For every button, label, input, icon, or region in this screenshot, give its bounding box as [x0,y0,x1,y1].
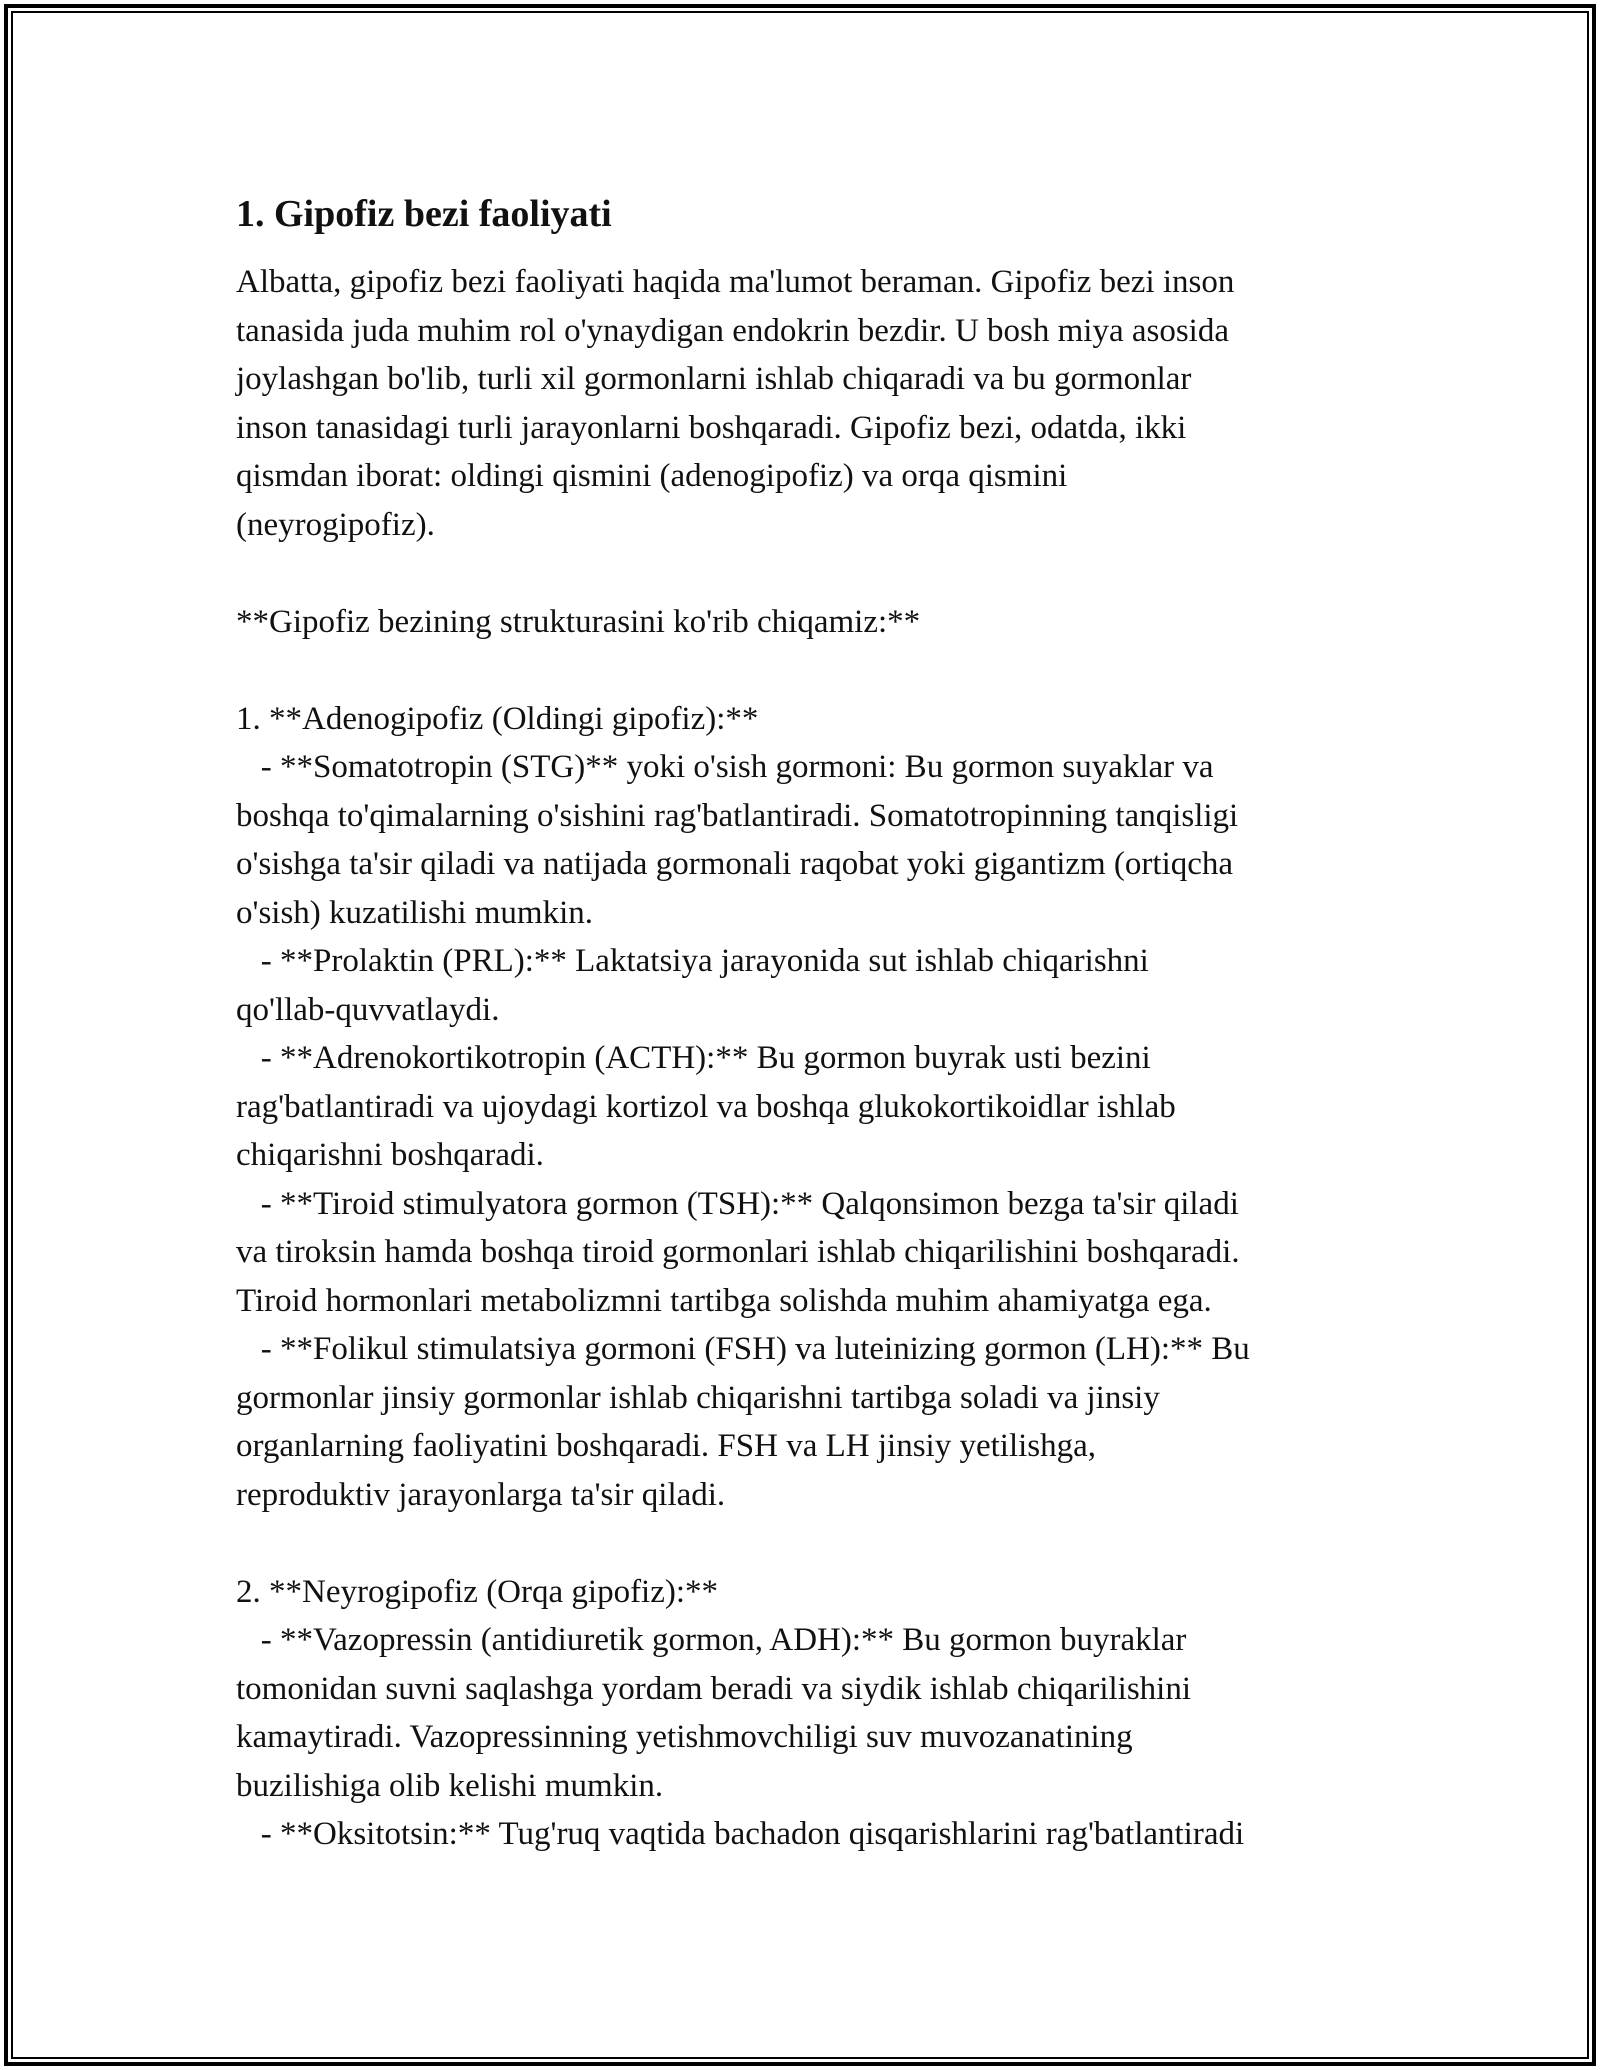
text-line: boshqa to'qimalarning o'sishini rag'batlantiradi. Somatotropinning tanqisligi [236,797,1239,834]
list-subitem: - **Prolaktin (PRL):** Laktatsiya jarayonida sut ishlab chiqarishni [236,943,1149,979]
list-subitem: - **Vazopressin (antidiuretik gormon, ADH):** Bu gormon buyraklar [236,1622,1187,1658]
text-line: Tiroid hormonlari metabolizmni tartibga solishda muhim ahamiyatga ega. [236,1282,1212,1319]
text-line: inson tanasidagi turli jarayonlarni boshqaradi. Gipofiz bezi, odatda, ikki [236,409,1187,446]
list-item-heading: 2. **Neyrogipofiz (Orqa gipofiz):** [236,1573,719,1610]
text-line: tanasida juda muhim rol o'ynaydigan endokrin bezdir. U bosh miya asosida [236,312,1229,349]
text-line: o'sish) kuzatilishi mumkin. [236,894,594,931]
document-text [236,258,1376,1859]
list-subitem: - **Tiroid stimulyatora gormon (TSH):** Qalqonsimon bezga ta'sir qiladi [236,1185,1239,1222]
list-item-heading: 1. **Adenogipofiz (Oldingi gipofiz):** [236,700,759,737]
text-line: qismdan iborat: oldingi qismini (adenogipofiz) va orqa qismini [236,458,1068,494]
text-line: chiqarishni boshqaradi. [236,1137,544,1173]
document-body [236,186,1376,1859]
blank-line [236,1519,1376,1568]
list-subitem: - **Somatotropin (STG)** yoki o'sish gormoni: Bu gormon suyaklar va [236,749,1214,785]
text-line: joylashgan bo'lib, turli xil gormonlarni ishlab chiqaradi va bu gormonlar [236,361,1192,397]
text-line: kamaytiradi. Vazopressinning yetishmovchiligi suv muvozanatining [236,1719,1133,1755]
page-title: 1. Gipofiz bezi faoliyati [236,193,612,235]
blank-line [236,646,1376,695]
text-line: va tiroksin hamda boshqa tiroid gormonlari ishlab chiqarilishini boshqaradi. [236,1234,1240,1270]
text-line: organlarning faoliyatini boshqaradi. FSH va LH jinsiy yetilishga, [236,1428,1097,1464]
text-line: tomonidan suvni saqlashga yordam beradi va siydik ishlab chiqarilishini [236,1670,1192,1707]
blank-line [236,549,1376,598]
text-line: rag'batlantiradi va ujoydagi kortizol va boshqa glukokortikoidlar ishlab [236,1088,1176,1125]
section-heading: **Gipofiz bezining strukturasini ko'rib chiqamiz:** [236,603,921,640]
text-line: buzilishiga olib kelishi mumkin. [236,1767,664,1804]
text-line: (neyrogipofiz). [236,506,435,543]
text-line: Albatta, gipofiz bezi faoliyati haqida ma'lumot beraman. Gipofiz bezi inson [236,264,1235,300]
text-line: qo'llab-quvvatlaydi. [236,991,500,1028]
text-line: reproduktiv jarayonlarga ta'sir qiladi. [236,1476,726,1513]
text-line: gormonlar jinsiy gormonlar ishlab chiqarishni tartibga soladi va jinsiy [236,1379,1160,1416]
list-subitem: - **Oksitotsin:** Tug'ruq vaqtida bachadon qisqarishlarini rag'batlantiradi [236,1816,1245,1852]
list-subitem: - **Folikul stimulatsiya gormoni (FSH) va luteinizing gormon (LH):** Bu [236,1331,1250,1367]
list-subitem: - **Adrenokortikotropin (ACTH):** Bu gormon buyrak usti bezini [236,1040,1151,1076]
text-line: o'sishga ta'sir qiladi va natijada gormonali raqobat yoki gigantizm (ortiqcha [236,846,1234,882]
